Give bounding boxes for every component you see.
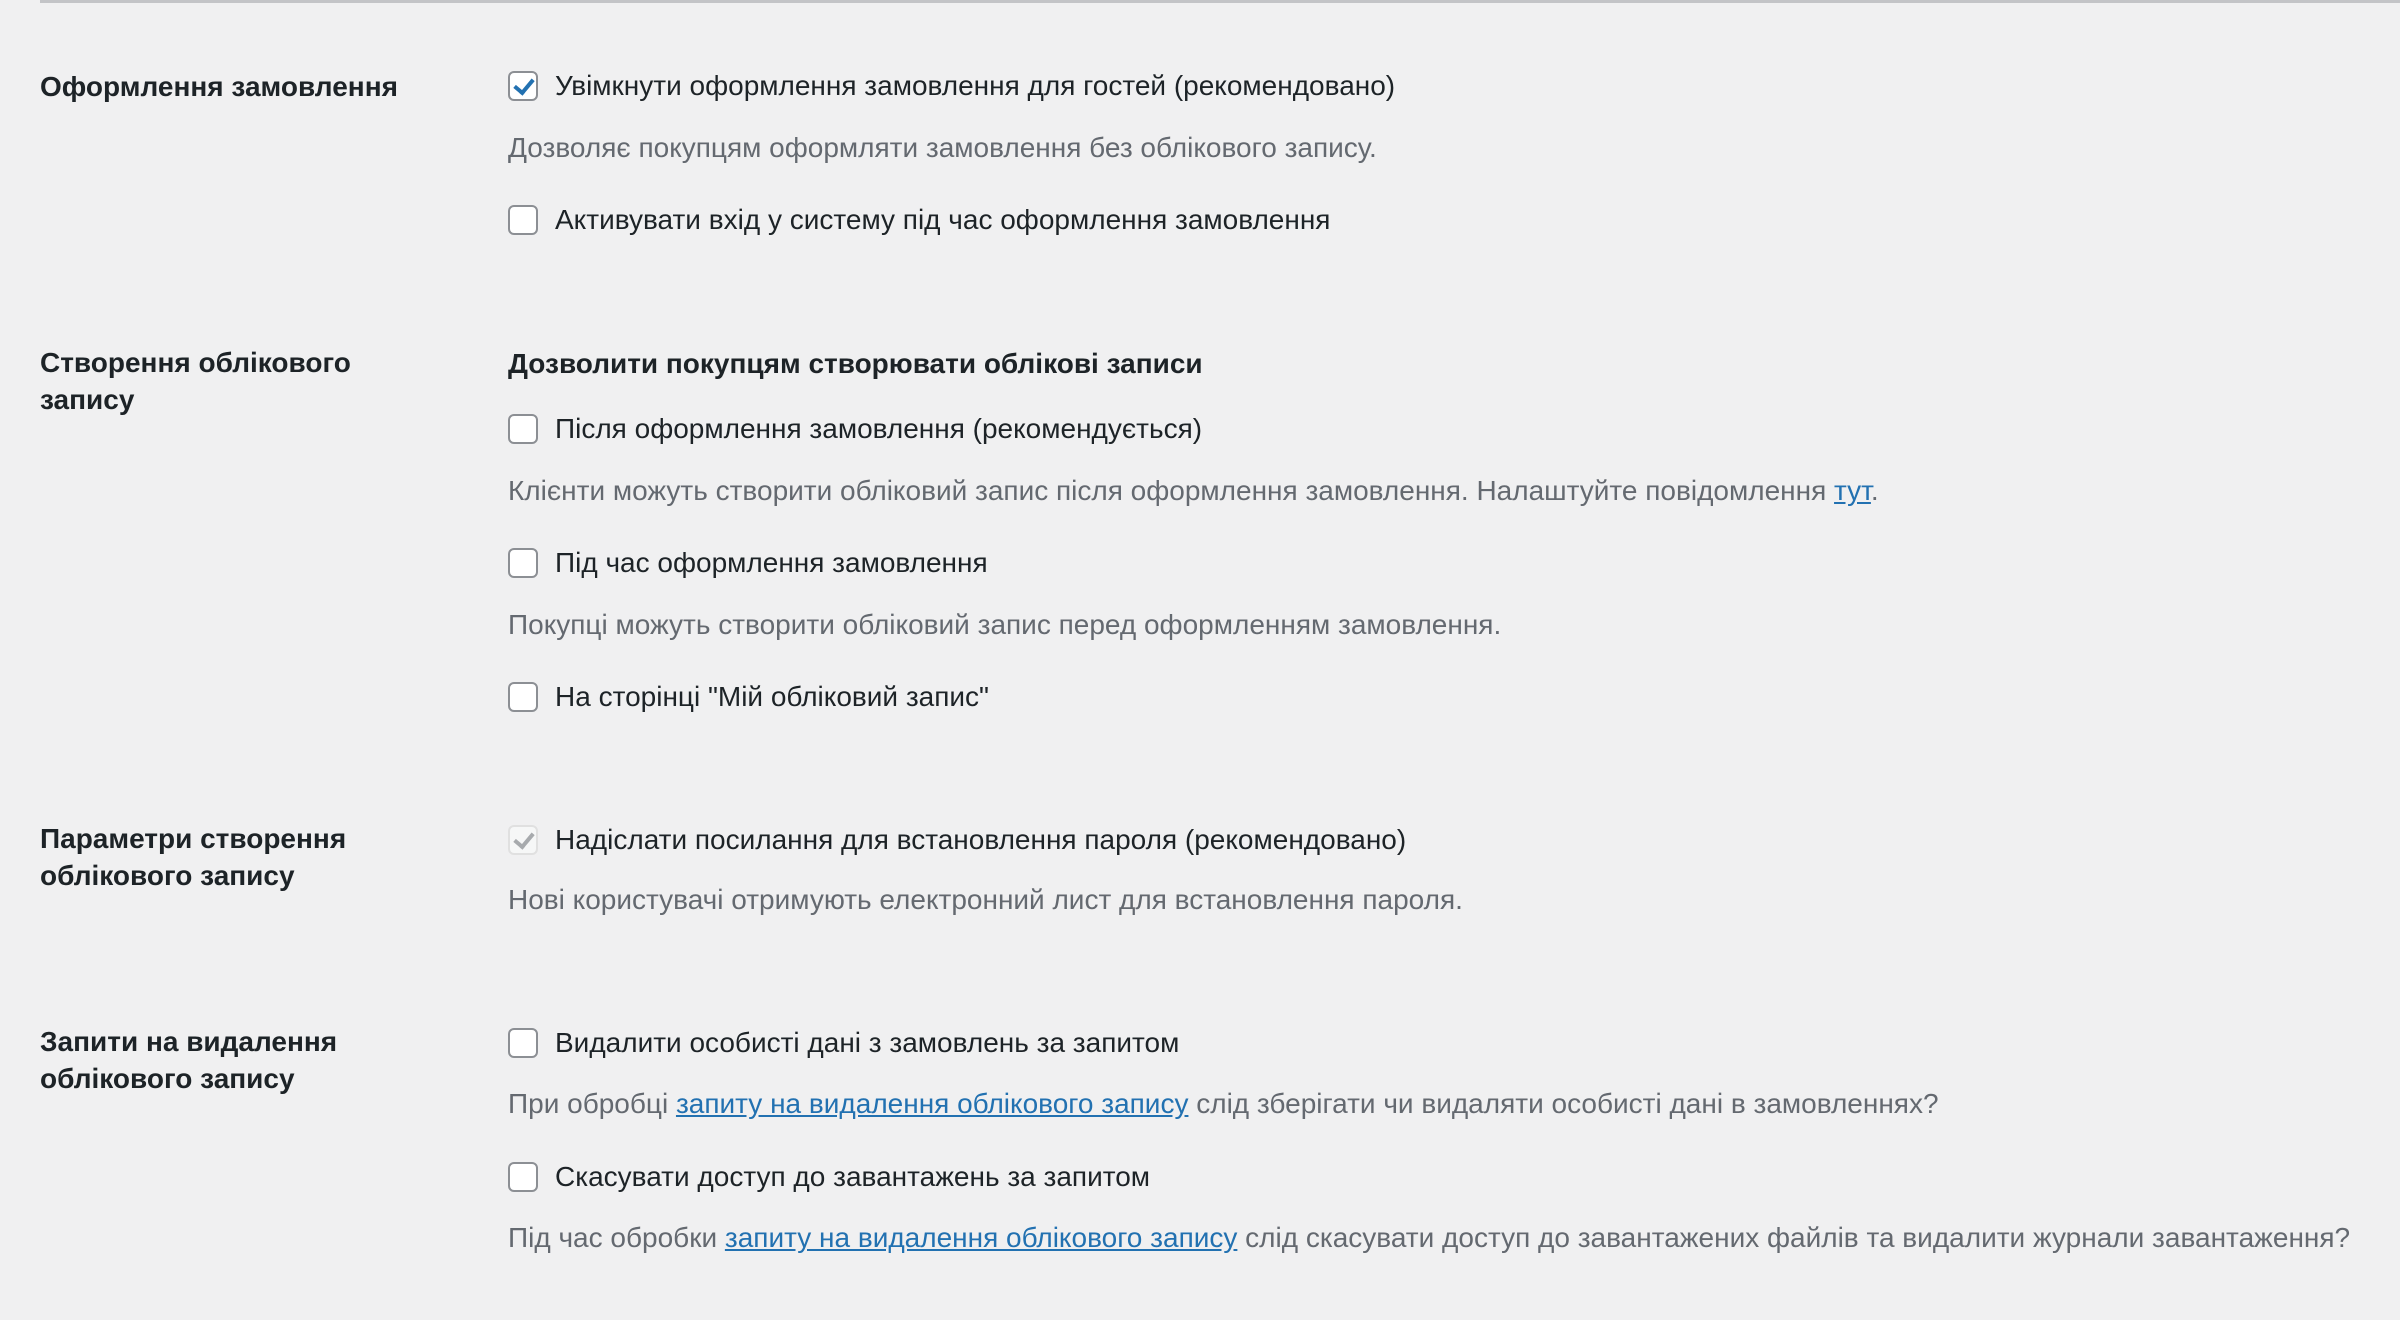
remove-order-data-description-text: При обробці <box>508 1088 676 1119</box>
after-checkout-checkbox[interactable] <box>508 414 538 444</box>
row-heading-checkout: Оформлення замовлення <box>40 71 398 102</box>
customize-messages-link[interactable]: тут <box>1834 475 1871 506</box>
remove-order-data-label[interactable]: Видалити особисті дані з замовлень за запитом <box>555 1027 1180 1058</box>
enable-guest-checkout-description: Дозволяє покупцям оформляти замовлення без облікового запису. <box>508 132 1377 163</box>
my-account-page-checkbox[interactable] <box>508 682 538 712</box>
revoke-downloads-checkbox[interactable] <box>508 1162 538 1192</box>
after-checkout-description <box>508 471 2360 511</box>
after-checkout-description-text: Клієнти можуть створити обліковий запис після оформлення замовлення. Налаштуйте повідомлення <box>508 475 1835 506</box>
row-heading-erasure-requests: Запити на видалення облікового запису <box>40 1026 338 1094</box>
remove-order-data-description-end: слід зберігати чи видаляти особисті дані в замовленнях? <box>1188 1088 1939 1119</box>
revoke-downloads-description-end: слід скасувати доступ до завантажених файлів та видалити журнали завантаження? <box>1237 1222 2351 1253</box>
remove-order-data-checkbox[interactable] <box>508 1028 538 1058</box>
revoke-downloads-description <box>508 1218 2360 1258</box>
erasure-request-link-2[interactable]: запиту на видалення облікового запису <box>724 1222 1238 1253</box>
revoke-downloads-description-text: Під час обробки <box>508 1222 725 1253</box>
send-password-link-label: Надіслати посилання для встановлення пароля (рекомендовано) <box>555 824 1407 855</box>
send-password-link-checkbox <box>508 825 538 855</box>
enable-checkout-login-checkbox[interactable] <box>508 205 538 235</box>
option-send-password-link <box>508 820 2360 860</box>
option-during-checkout <box>508 543 2360 583</box>
account-creation-legend: Дозволити покупцям створювати облікові записи <box>508 348 1203 379</box>
revoke-downloads-label[interactable]: Скасувати доступ до завантажень за запитом <box>555 1161 1151 1192</box>
send-password-link-description: Нові користувачі отримують електронний лист для встановлення пароля. <box>508 884 1463 915</box>
after-checkout-label[interactable]: Після оформлення замовлення (рекомендується) <box>555 413 1203 444</box>
during-checkout-label[interactable]: Під час оформлення замовлення <box>555 547 988 578</box>
option-my-account-page <box>508 677 2360 717</box>
option-after-checkout <box>508 409 2360 449</box>
option-remove-order-data <box>508 1023 2360 1063</box>
row-heading-account-creation: Створення облікового запису <box>40 347 351 415</box>
row-heading-account-options: Параметри створення облікового запису <box>40 823 347 891</box>
during-checkout-description: Покупці можуть створити обліковий запис перед оформленням замовлення. <box>508 609 1502 640</box>
my-account-page-label[interactable]: На сторінці "Мій обліковий запис" <box>555 681 989 712</box>
enable-checkout-login-label[interactable]: Активувати вхід у систему під час оформлення замовлення <box>555 204 1331 235</box>
top-divider <box>40 0 2400 3</box>
enable-guest-checkout-checkbox[interactable] <box>508 71 538 101</box>
during-checkout-checkbox[interactable] <box>508 548 538 578</box>
option-enable-guest-checkout <box>508 66 2360 106</box>
erasure-request-link[interactable]: запиту на видалення облікового запису <box>675 1088 1189 1119</box>
remove-order-data-description <box>508 1084 2360 1124</box>
enable-guest-checkout-label[interactable]: Увімкнути оформлення замовлення для гостей (рекомендовано) <box>555 70 1396 101</box>
after-checkout-description-end: . <box>1870 475 1879 506</box>
option-enable-checkout-login <box>508 200 2360 240</box>
option-revoke-downloads <box>508 1157 2360 1197</box>
